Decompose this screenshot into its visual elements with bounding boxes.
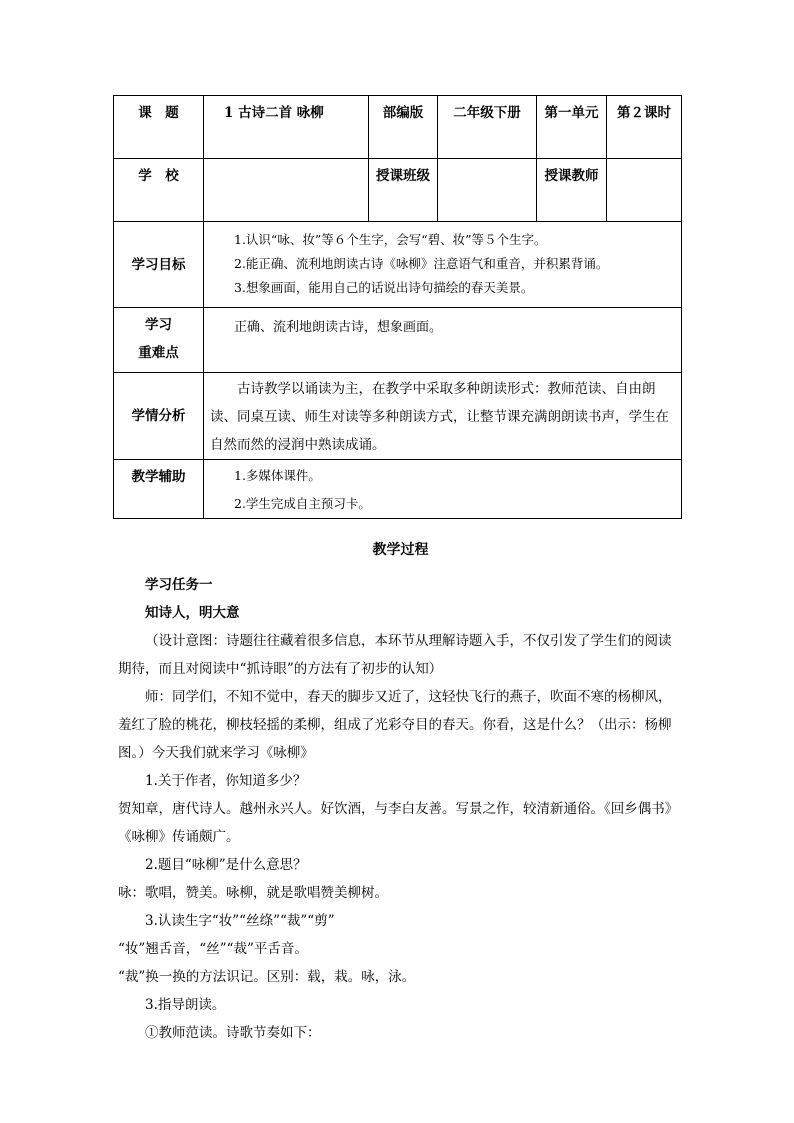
label-school: 学 校: [114, 159, 204, 222]
question-3: 3.认读生字“妆”“丝绦”“裁”“剪”: [145, 913, 335, 929]
goal-item: 1.认识“咏、妆”等６个生字，会写“碧、妆”等５个生字。: [234, 232, 547, 247]
question-2: 2.题目“咏柳”是什么意思？: [145, 857, 307, 873]
aid-item: 2.学生完成自主预习卡。: [234, 496, 371, 511]
table-row-analysis: [114, 373, 682, 460]
label-key-points-line2: 重难点: [138, 345, 179, 361]
table-row-goals: [114, 222, 682, 308]
task-subtitle: 知诗人，明大意: [145, 605, 240, 621]
teacher-value: [607, 159, 682, 222]
task-heading: 学习任务一: [145, 577, 213, 593]
label-key-points: [114, 308, 204, 373]
unit-value: 第一单元: [537, 96, 607, 159]
label-lesson-title: 课 题: [114, 96, 204, 159]
label-class: 授课班级: [369, 159, 438, 222]
question-1: 1.关于作者，你知道多少？: [145, 773, 307, 789]
aid-item: 1.多媒体课件。: [234, 468, 321, 483]
answer-3-line1: “妆”翘舌音，“丝”“裁”平舌音。: [118, 941, 308, 957]
key-points-text: 正确、流利地朗读古诗，想象画面。: [204, 308, 682, 373]
goal-item: 2.能正确、流利地朗读古诗《咏柳》注意语气和重音，并积累背诵。: [234, 256, 609, 271]
table-row-key-points: [114, 308, 682, 373]
lesson-title-value: 1 古诗二首 咏柳: [204, 96, 369, 159]
edition-value: 部编版: [369, 96, 438, 159]
grade-value: 二年级下册: [438, 96, 537, 159]
teaching-process-section: [118, 540, 683, 1047]
table-row-aids: [114, 460, 682, 519]
analysis-text: 古诗教学以诵读为主，在教学中采取多种朗读形式：教师范读、自由朗读、同桌互读、师生对读等多种朗读方式，让整节课充满朗朗读书声，学生在自然而然的浸润中熟读成诵。: [204, 373, 682, 460]
school-value: [204, 159, 369, 222]
table-row-school: [114, 159, 682, 222]
label-analysis: 学情分析: [114, 373, 204, 460]
design-intent-paragraph: （设计意图：诗题往往藏着很多信息，本环节从理解诗题入手，不仅引发了学生们的阅读期待，而且对阅读中“抓诗眼”的方法有了初步的认知）: [118, 633, 672, 677]
label-learning-goals: 学习目标: [114, 222, 204, 308]
answer-4: ①教师范读。诗歌节奏如下：: [145, 1025, 321, 1041]
period-value: 第２课时: [607, 96, 682, 159]
learning-goals-list: [204, 222, 682, 308]
label-teaching-aids: 教学辅助: [114, 460, 204, 519]
answer-2: 咏：歌唱，赞美。咏柳，就是歌唱赞美柳树。: [118, 885, 388, 901]
answer-1: 贺知章，唐代诗人。越州永兴人。好饮酒，与李白友善。写景之作，较清新通俗。《回乡偶书》《咏柳》传诵颇广。: [118, 801, 679, 845]
goal-item: 3.想象画面，能用自己的话说出诗句描绘的春天美景。: [234, 280, 534, 295]
section-title: 教学过程: [372, 542, 429, 558]
teacher-talk-paragraph: 师：同学们，不知不觉中，春天的脚步又近了，这轻快飞行的燕子，吹面不寒的杨柳风，羞红了脸的桃花，柳枝轻摇的柔柳，组成了光彩夺目的春天。你看，这是什么？（出示：杨柳图。）今天我们就来学习《咏柳》: [118, 689, 672, 761]
answer-3-line2: “裁”换一换的方法识记。区别：载，栽。咏，泳。: [118, 969, 416, 985]
question-4: 3.指导朗读。: [145, 997, 226, 1013]
class-value: [438, 159, 537, 222]
table-row-title: [114, 96, 682, 159]
label-teacher: 授课教师: [537, 159, 607, 222]
teaching-aids-list: [204, 460, 682, 519]
lesson-info-table: [113, 95, 682, 519]
label-key-points-line1: 学习: [145, 317, 172, 333]
